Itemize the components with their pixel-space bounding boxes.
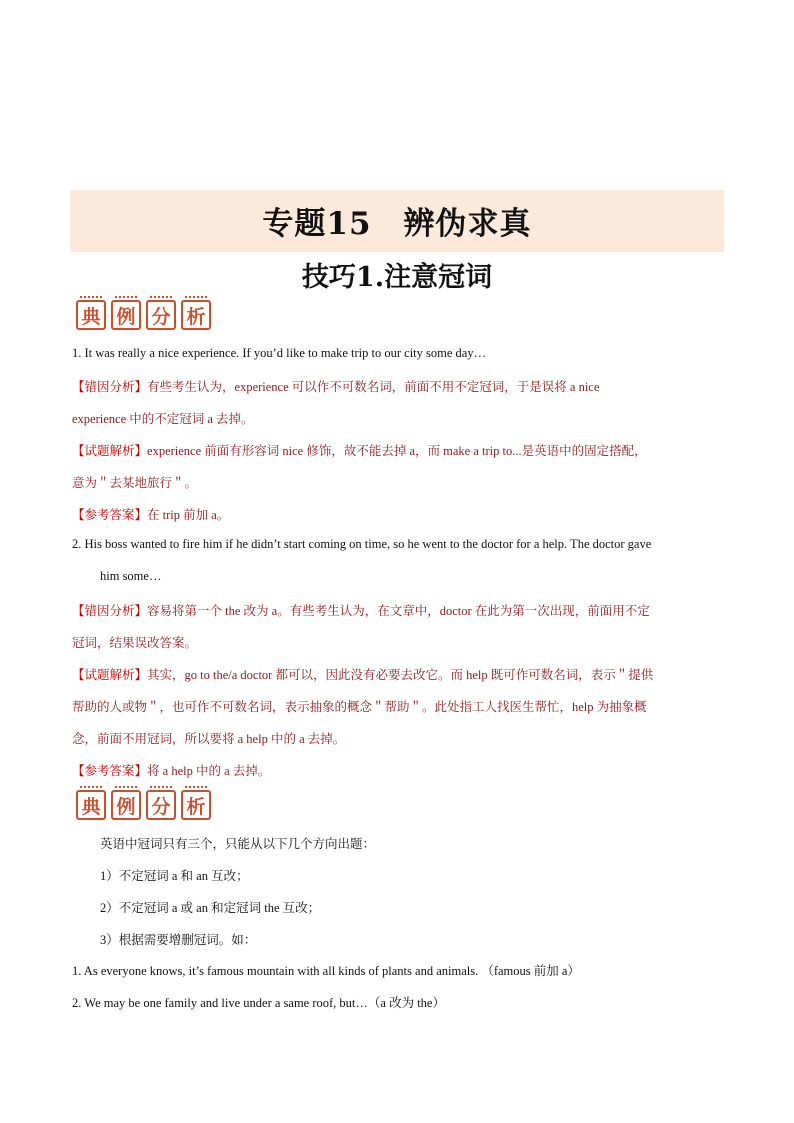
summary-example-2: 2. We may be one family and live under a same roof, but…（a 改为 the）	[72, 996, 445, 1010]
stamp-char: 典	[76, 300, 106, 330]
stamp-char: 分	[146, 790, 176, 820]
question-2-cont: him some…	[100, 569, 162, 583]
summary-intro: 英语中冠词只有三个，只能从以下几个方向出题：	[100, 837, 376, 851]
section-stamp-1	[76, 300, 211, 330]
summary-point-1: 1）不定冠词 a 和 an 互改；	[100, 869, 249, 883]
explanation-2-cont-1: 帮助的人或物＂，也可作不可数名词，表示抽象的概念＂帮助＂。此处指工人找医生帮忙，help 为抽象概	[72, 700, 647, 714]
stamp-char: 例	[111, 790, 141, 820]
stamp-char: 例	[111, 300, 141, 330]
answer-1: 【参考答案】在 trip 前加 a。	[72, 508, 230, 522]
answer-2: 【参考答案】将 a help 中的 a 去掉。	[72, 764, 271, 778]
question-1: 1. It was really a nice experience. If you’d like to make trip to our city some day…	[72, 346, 487, 360]
error-analysis-2-cont: 冠词，结果误改答案。	[72, 636, 198, 650]
explanation-2-cont-2: 念，前面不用冠词，所以要将 a help 中的 a 去掉。	[72, 732, 346, 746]
stamp-char: 析	[181, 790, 211, 820]
stamp-char: 分	[146, 300, 176, 330]
summary-point-3: 3）根据需要增删冠词。如：	[100, 933, 257, 947]
error-analysis-1-cont: experience 中的不定冠词 a 去掉。	[72, 412, 254, 426]
error-analysis-2: 【错因分析】容易将第一个 the 改为 a。有些考生认为，在文章中，doctor 在此为第一次出现，前面用不定	[72, 604, 650, 618]
explanation-1: 【试题解析】experience 前面有形容词 nice 修饰，故不能去掉 a，而 make a trip to...是英语中的固定搭配，	[72, 444, 647, 458]
stamp-char: 析	[181, 300, 211, 330]
summary-example-1: 1. As everyone knows, it’s famous mountain with all kinds of plants and animals. （famous 前加 a）	[72, 964, 580, 978]
summary-point-2: 2）不定冠词 a 或 an 和定冠词 the 互改；	[100, 901, 321, 915]
error-analysis-1: 【错因分析】有些考生认为，experience 可以作不可数名词，前面不用不定冠词，于是误将 a nice	[72, 380, 600, 394]
explanation-2: 【试题解析】其实，go to the/a doctor 都可以，因此没有必要去改它。而 help 既可作可数名词，表示＂提供	[72, 668, 654, 682]
section-stamp-2	[76, 790, 211, 820]
explanation-1-cont: 意为＂去某地旅行＂。	[72, 476, 198, 490]
page-title: 专题15 辨伪求真	[262, 206, 532, 242]
question-2: 2. His boss wanted to fire him if he didn’t start coming on time, so he went to the doctor for a help. The doctor gave	[72, 537, 652, 551]
page-subtitle: 技巧1.注意冠词	[301, 262, 493, 293]
stamp-char: 典	[76, 790, 106, 820]
